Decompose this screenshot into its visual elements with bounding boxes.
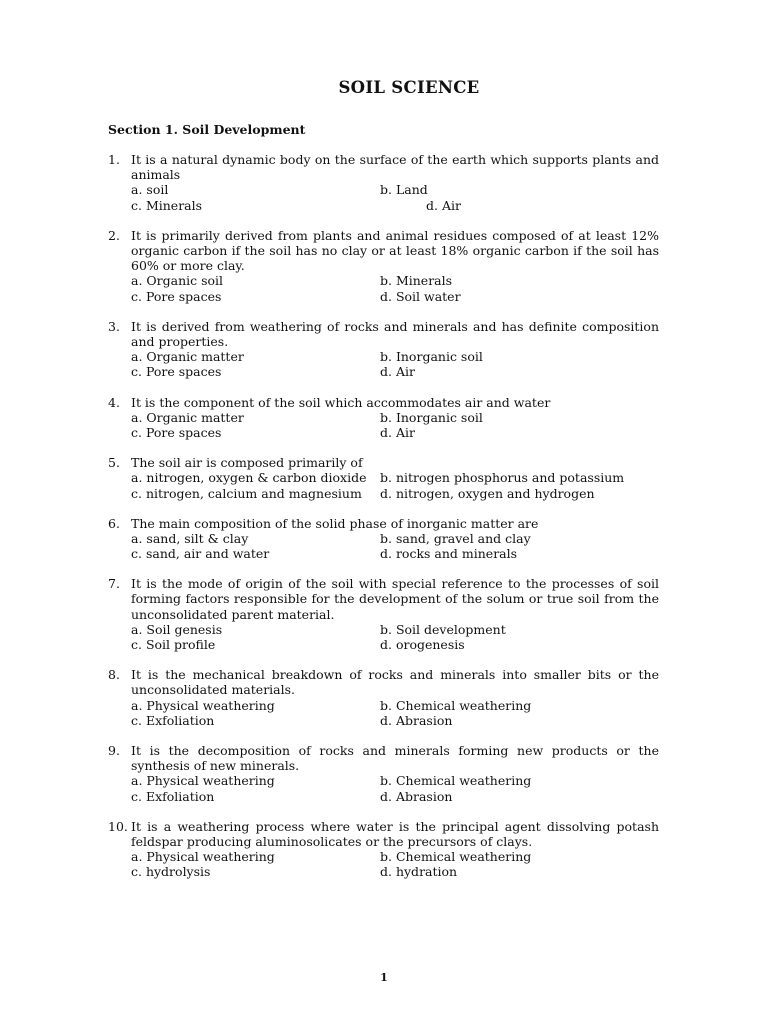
choice-d: d. Air (426, 197, 461, 213)
choice-a: a. Organic matter (131, 349, 244, 365)
question-number: 5. (108, 455, 120, 471)
choice-d: d. Air (380, 424, 415, 440)
choice-a: a. Physical weathering (131, 849, 275, 865)
choice-b: b. Inorganic soil (380, 409, 483, 425)
choice-row (131, 546, 659, 561)
question-text: It is the component of the soil which accommodates air and water (131, 394, 551, 410)
choice-c: c. Pore spaces (131, 424, 222, 440)
question-text: It is a natural dynamic body on the surface of the earth which supports plants and animals (131, 152, 659, 183)
choice-d: d. rocks and minerals (380, 546, 518, 562)
question-text: The soil air is composed primarily of (131, 455, 363, 471)
choice-d: d. Abrasion (380, 712, 453, 728)
choice-row (131, 349, 659, 364)
choice-a: a. Organic soil (131, 273, 224, 289)
question-text: It is primarily derived from plants and animal residues composed of at least 12% organic carbon if the soil has no clay or at least 18% organic carbon if the soil has 60% or more clay. (131, 227, 659, 274)
section-heading: Section 1. Soil Development (108, 122, 306, 137)
choice-c: c. Soil profile (131, 637, 216, 653)
choice-b: b. nitrogen phosphorus and potassium (380, 470, 625, 486)
choice-row (131, 622, 659, 637)
question-text: It is the decomposition of rocks and minerals forming new products or the synthesis of new minerals. (131, 743, 659, 774)
question-item (108, 819, 659, 880)
choice-row (131, 698, 659, 713)
question-list (108, 152, 659, 895)
question-number: 2. (108, 227, 120, 243)
choice-d: d. hydration (380, 864, 458, 880)
question-number: 1. (108, 152, 120, 167)
choice-a: a. sand, silt & clay (131, 530, 249, 546)
page-number: 1 (380, 971, 388, 984)
question-item (108, 152, 659, 213)
question-number: 10. (108, 818, 128, 834)
question-number: 3. (108, 318, 120, 334)
choice-b: b. Chemical weathering (380, 849, 532, 865)
choice-row (131, 410, 659, 425)
question-item (108, 455, 659, 501)
choice-b: b. Chemical weathering (380, 697, 532, 713)
choice-c: c. Minerals (131, 197, 203, 213)
choice-row (131, 198, 659, 213)
choice-b: b. sand, gravel and clay (380, 530, 531, 546)
choice-row (131, 713, 659, 728)
choice-b: b. Land (380, 182, 428, 198)
choice-c: c. sand, air and water (131, 546, 270, 562)
choice-c: c. nitrogen, calcium and magnesium (131, 485, 362, 501)
question-text: The main composition of the solid phase of inorganic matter are (131, 515, 539, 531)
question-text: It is a weathering process where water is the principal agent dissolving potash feldspar producing aluminosolicates or the precursors of clays. (131, 818, 659, 850)
choice-d: d. orogenesis (380, 637, 465, 653)
choice-row (131, 773, 659, 788)
question-item (108, 667, 659, 728)
question-number: 7. (108, 576, 120, 592)
choice-row (131, 637, 659, 652)
choice-d: d. Air (380, 364, 415, 380)
choice-c: c. Pore spaces (131, 364, 222, 380)
question-item (108, 576, 659, 652)
question-item (108, 395, 659, 441)
choice-d: d. nitrogen, oxygen and hydrogen (380, 485, 595, 501)
choice-b: b. Inorganic soil (380, 349, 483, 365)
choice-a: a. Physical weathering (131, 697, 275, 713)
choice-a: a. Physical weathering (131, 773, 275, 789)
choice-row (131, 289, 659, 304)
question-number: 4. (108, 394, 120, 410)
question-item (108, 516, 659, 562)
question-text: It is derived from weathering of rocks and minerals and has definite composition and properties. (131, 318, 659, 349)
choice-a: a. Soil genesis (131, 621, 223, 637)
choice-c: c. Exfoliation (131, 788, 215, 804)
choice-row (131, 425, 659, 440)
choice-c: c. Pore spaces (131, 288, 222, 304)
choice-row (131, 864, 659, 879)
choice-row (131, 486, 659, 501)
question-number: 9. (108, 743, 120, 759)
question-item (108, 743, 659, 804)
choice-row (131, 182, 659, 197)
choice-b: b. Minerals (380, 273, 453, 289)
question-number: 6. (108, 515, 120, 531)
page-title: SOIL SCIENCE (338, 78, 480, 97)
choice-row (131, 470, 659, 485)
choice-d: d. Abrasion (380, 788, 453, 804)
choice-row (131, 273, 659, 288)
choice-a: a. Organic matter (131, 409, 244, 425)
choice-c: c. hydrolysis (131, 864, 211, 880)
choice-row (131, 789, 659, 804)
choice-row (131, 364, 659, 379)
choice-d: d. Soil water (380, 288, 461, 304)
choice-a: a. soil (131, 182, 169, 198)
question-item (108, 319, 659, 380)
choice-b: b. Soil development (380, 621, 506, 637)
question-text: It is the mechanical breakdown of rocks and minerals into smaller bits or the unconsolidated materials. (131, 667, 659, 698)
choice-c: c. Exfoliation (131, 712, 215, 728)
choice-a: a. nitrogen, oxygen & carbon dioxide (131, 470, 367, 486)
choice-row (131, 531, 659, 546)
question-text: It is the mode of origin of the soil with special reference to the processes of soil forming factors responsible for the development of the solum or true soil from the unconsolidated parent material. (131, 576, 659, 622)
choice-b: b. Chemical weathering (380, 773, 532, 789)
question-number: 8. (108, 667, 120, 683)
question-item (108, 228, 659, 304)
choice-row (131, 849, 659, 864)
